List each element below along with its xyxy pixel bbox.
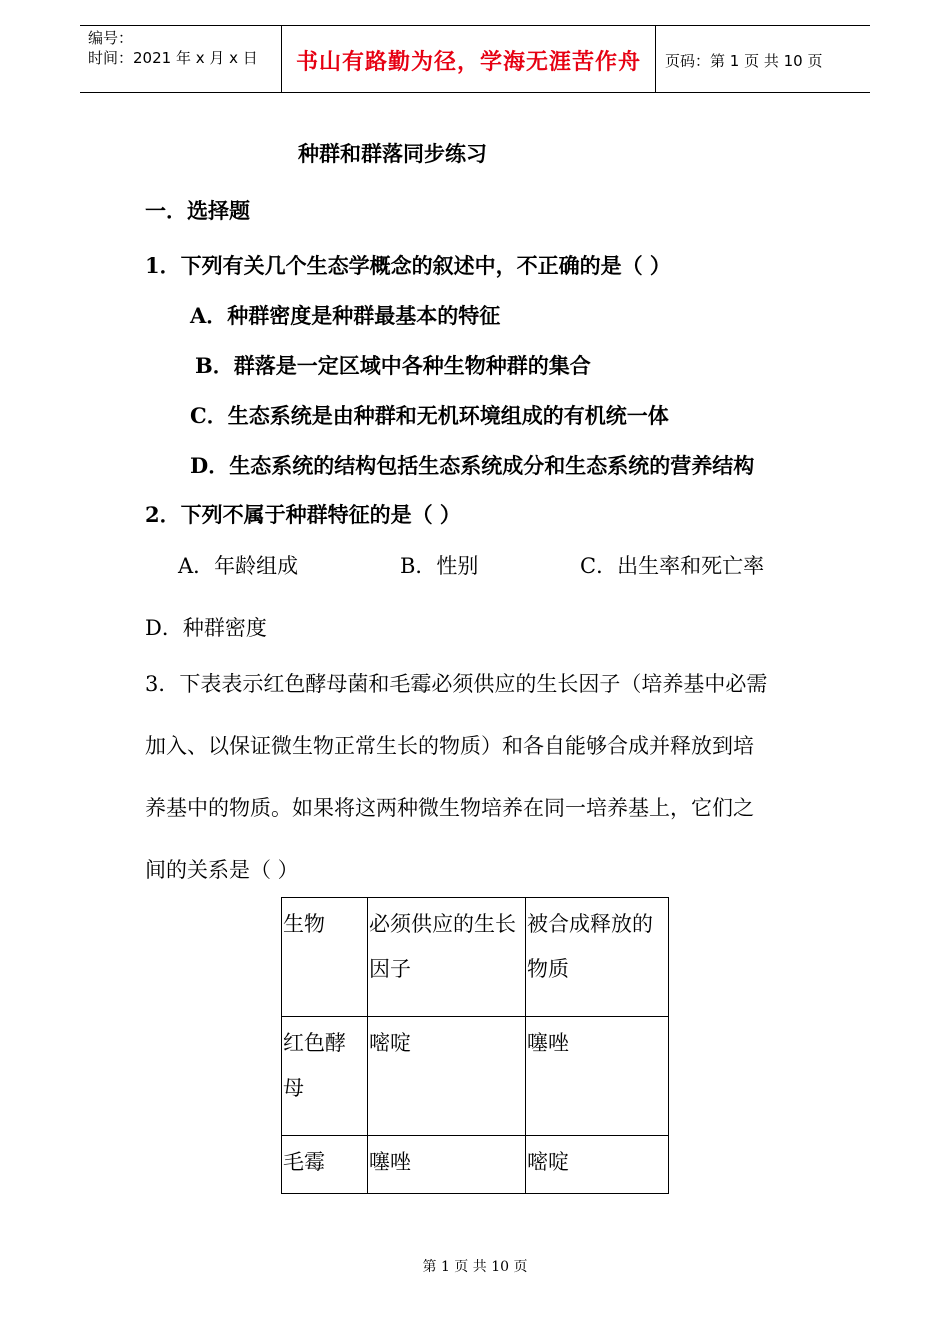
table-cell	[282, 1017, 368, 1136]
question-1-stem: 1．下列有关几个生态学概念的叙述中，不正确的是（ ）	[145, 253, 671, 278]
table-header-released-line2: 物质	[527, 957, 569, 981]
question-1-option-a: A．种群密度是种群最基本的特征	[190, 303, 501, 328]
table-cell	[368, 1136, 526, 1194]
header-motto: 书山有路勤为径，学海无涯苦作舟	[295, 49, 641, 75]
question-1-option-b: B．群落是一定区域中各种生物种群的集合	[195, 353, 591, 378]
table-cell	[282, 1136, 368, 1194]
table-header-required-line1: 必须供应的生长	[369, 912, 516, 936]
header-page-number: 页码：第 1 页 共 10 页	[665, 52, 823, 70]
table-cell	[526, 1017, 669, 1136]
question-2-option-d: D．种群密度	[145, 616, 267, 640]
table-cell	[368, 1017, 526, 1136]
question-1-option-d: D．生态系统的结构包括生态系统成分和生态系统的营养结构	[190, 453, 755, 478]
question-1-option-c: C．生态系统是由种群和无机环境组成的有机统一体	[190, 403, 669, 428]
row1-organism-line1: 红色酵	[283, 1031, 346, 1055]
table-cell	[282, 898, 368, 1017]
table-cell	[526, 898, 669, 1017]
header-top-rule	[80, 25, 870, 26]
question-2-option-c: C．出生率和死亡率	[580, 554, 765, 578]
table-header-row	[282, 898, 669, 1017]
question-3-line-2: 加入、以保证微生物正常生长的物质）和各自能够合成并释放到培	[145, 734, 754, 758]
time-label: 时间：2021 年 x 月 x 日	[88, 49, 258, 67]
row2-required: 噻唑	[369, 1150, 411, 1174]
serial-label: 编号：	[88, 29, 134, 47]
question-2-stem: 2．下列不属于种群特征的是（ ）	[145, 502, 461, 527]
question-2-option-b: B．性别	[400, 554, 479, 578]
question-2-option-a: A．年龄组成	[178, 554, 299, 578]
row2-released: 嘧啶	[527, 1150, 569, 1174]
page-footer: 第 1 页 共 10 页	[422, 1259, 528, 1275]
row1-required: 嘧啶	[369, 1031, 411, 1055]
question-3-table	[281, 897, 669, 1194]
question-3-line-3: 养基中的物质。如果将这两种微生物培养在同一培养基上，它们之	[145, 796, 754, 820]
row2-organism: 毛霉	[283, 1150, 325, 1174]
table-row	[282, 1017, 669, 1136]
table-header-released-line1: 被合成释放的	[527, 912, 653, 936]
document-title: 种群和群落同步练习	[298, 141, 487, 166]
table-cell	[526, 1136, 669, 1194]
row1-released: 噻唑	[527, 1031, 569, 1055]
row1-organism-line2: 母	[283, 1076, 304, 1100]
table-row	[282, 1136, 669, 1194]
table-cell	[368, 898, 526, 1017]
header-bottom-rule	[80, 92, 870, 93]
table-header-required-line2: 因子	[369, 957, 411, 981]
table-header-organism: 生物	[283, 912, 325, 936]
header-meta	[88, 28, 258, 68]
section-heading: 一．选择题	[145, 198, 250, 223]
question-3-line-1: 3．下表表示红色酵母菌和毛霉必须供应的生长因子（培养基中必需	[145, 672, 768, 696]
header-divider-right	[655, 25, 656, 93]
question-3-line-4: 间的关系是（ ）	[145, 858, 299, 882]
